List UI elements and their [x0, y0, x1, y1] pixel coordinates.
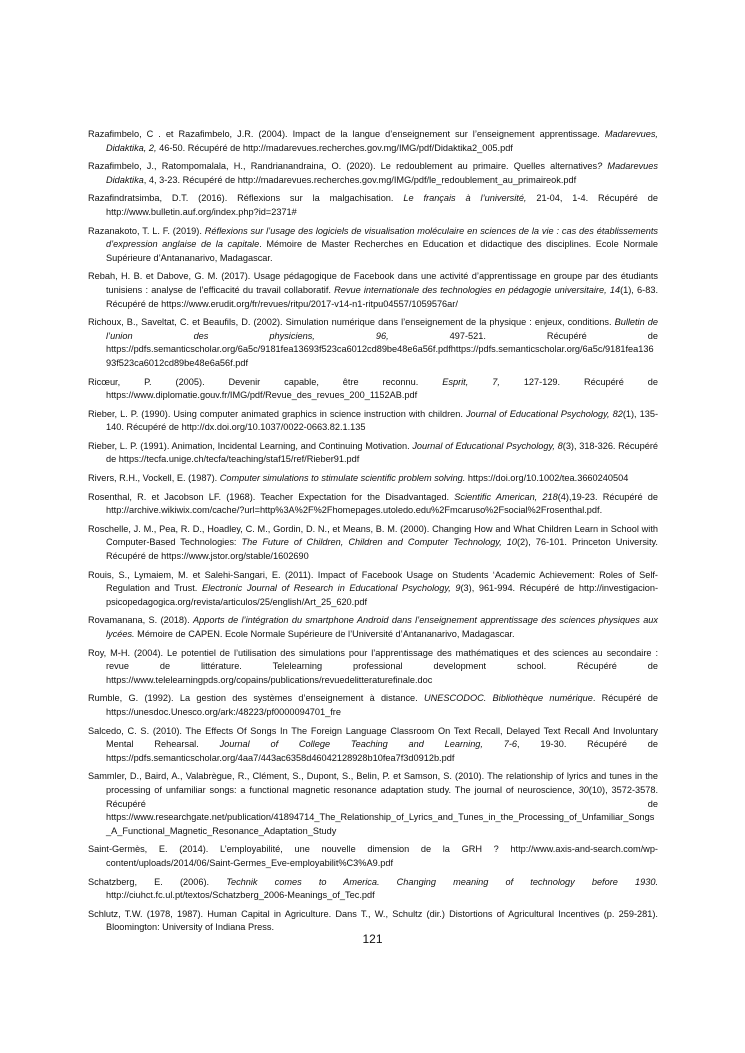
reference-entry — [88, 491, 658, 518]
reference-details: (3), 961-994. Récupéré de http://investigacion-psicopedagogica.org/revista/articulos/25/english/Art_25_620.pdf — [106, 583, 659, 607]
reference-details: https://doi.org/10.1002/tea.3660240504 — [465, 473, 629, 484]
reference-entry — [88, 128, 658, 155]
reference-details: , 4, 3-23. Récupéré de http://madarevues.recherches.gov.mg/IMG/pdf/le_redoublement_au_primaireok.pdf — [143, 174, 577, 185]
reference-entry — [88, 647, 658, 688]
reference-text: Roy, M-H. (2004). Le potentiel de l’utilisation des simulations pour l’apprentissage des mathématiques et des sciences au secondaire : revue de littérature. Telelearning professional development school. Récupéré de https://www.telelearningpds.org/copains/publications/revuedelitteraturefinale.doc — [88, 647, 658, 685]
reference-details: 497-521. Récupéré de https://pdfs.semanticscholar.org/6a5c/9181fea13693f523ca6012cd89be48e6a56f.pdfhttps://pdfs.semanticscholar.org/6a5c/9181fea13693f523ca6012cd89be48e6a56f.pdf — [106, 330, 658, 368]
reference-entry — [88, 408, 658, 435]
reference-source-title: Esprit, 7, — [442, 376, 500, 387]
reference-entry — [88, 472, 658, 486]
reference-entry — [88, 225, 658, 266]
reference-text: Rosenthal, R. et Jacobson LF. (1968). Teacher Expectation for the Disadvantaged. — [88, 491, 455, 502]
reference-text: Schlutz, T.W. (1978, 1987). Human Capital in Agriculture. Dans T., W., Schultz (dir.) Distortions of Agricultural Incentives (p. 259-281). Bloomington: University of Indiana Press. — [88, 908, 658, 933]
reference-entry — [88, 770, 658, 838]
reference-source-title: Le français à l’université, — [403, 193, 527, 204]
reference-source-title: 30 — [578, 784, 589, 795]
reference-source-title: The Future of Children, Children and Computer Technology, 10 — [241, 537, 517, 548]
reference-text: Richoux, B., Saveltat, C. et Beaufils, D. (2002). Simulation numérique dans l’enseignement de la physique : enjeux, conditions. — [88, 317, 615, 328]
reference-source-title: Scientific American, 218 — [454, 491, 558, 502]
reference-text: Razafimbelo, J., Ratompomalala, H., Randrianandraina, O. (2020). Le redoublement au primaire. Quelles alternatives — [88, 161, 598, 172]
reference-entry — [88, 908, 658, 935]
reference-text: Rivers, R.H., Vockell, E. (1987). — [88, 473, 220, 484]
reference-entry — [88, 316, 658, 370]
reference-source-title: Réflexions sur l’usage des logiciels de visualisation moléculaire en sciences de la vie : cas des établissements d’expression anglaise de la capitale — [106, 225, 658, 250]
reference-text: Razanakoto, T. L. F. (2019). — [88, 225, 205, 236]
reference-entry — [88, 440, 658, 467]
reference-text: Rovamanana, S. (2018). — [88, 615, 193, 626]
reference-text: Rieber, L. P. (1990). Using computer animated graphics in science instruction with children. — [88, 408, 466, 419]
reference-entry — [88, 843, 658, 870]
reference-details: 46-50. Récupéré de http://madarevues.recherches.gov.mg/IMG/pdf/Didaktika2_005.pdf — [156, 142, 513, 153]
reference-entry — [88, 192, 658, 219]
reference-entry — [88, 614, 658, 641]
reference-source-title: Madarevues, Didaktika, 2, — [106, 129, 658, 153]
reference-details: . Mémoire de Master Recherches en Education et didactique des disciplines. Ecole Normale Supérieure d’Antananarivo, Madagascar. — [106, 239, 658, 263]
reference-source-title: ? Madarevues Didaktika — [106, 161, 658, 185]
reference-entry — [88, 376, 658, 403]
reference-text: Rieber, L. P. (1991). Animation, Incidental Learning, and Continuing Motivation. — [88, 440, 413, 451]
reference-source-title: Revue internationale des technologies en pédagogie universitaire, 14 — [334, 284, 621, 295]
reference-text: Salcedo, C. S. (2010). The Effects Of Songs In The Foreign Language Classroom On Text Recall, Delayed Text Recall And Involuntary Mental Rehearsal. — [88, 725, 658, 750]
reference-details: 21-04, 1-4. Récupéré de http://www.bulletin.auf.org/index.php?id=2371# — [106, 193, 658, 217]
reference-text: Schatzberg, E. (2006). — [88, 876, 227, 887]
reference-details: (1), 135-140. Récupéré de http://dx.doi.org/10.1037/0022-0663.82.1.135 — [106, 408, 658, 433]
reference-entry — [88, 523, 658, 564]
reference-details: (4),19-23. Récupéré de http://archive.wikiwix.com/cache/?url=http%3A%2F%2Fhomepages.utoledo.edu%2Fmcaruso%2Fsocial%2Frosenthal.pdf. — [106, 491, 658, 516]
reference-entry — [88, 725, 658, 766]
reference-details: Mémoire de CAPEN. Ecole Normale Supérieure de l’Université d’Antananarivo, Madagascar. — [134, 629, 515, 639]
reference-text: Razafindratsimba, D.T. (2016). Réflexions sur la malgachisation. — [88, 193, 404, 204]
reference-text: Rouis, S., Lymaiem, M. et Salehi-Sangari, E. (2011). Impact of Facebook Usage on Students ‘Academic Achievement: Roles of Self-Regulation and Trust. — [88, 569, 658, 594]
reference-details: (10), 3572-3578. Récupéré de https://www.researchgate.net/publication/41894714_The_Relationship_of_Lyrics_and_Tunes_in_the_Processing_of_Unfamiliar_Songs_A_Functional_Magnetic_Resonance_Adaptation_Study — [106, 784, 659, 836]
reference-text: Ricœur, P. (2005). Devenir capable, être reconnu. — [88, 376, 443, 387]
reference-details: . Récupéré de https://unesdoc.Unesco.org/ark:/48223/pf0000094701_fre — [106, 693, 658, 717]
reference-details: http://ciuhct.fc.ul.pt/textos/Schatzberg_2006-Meanings_of_Tec.pdf — [106, 890, 375, 901]
reference-text: Sammler, D., Baird, A., Valabrègue, R., Clément, S., Dupont, S., Belin, P. et Samson, S. (2010). The relationship of lyrics and tunes in the processing of unfamiliar songs: a functional magnetic resonance adaptation study. The journal of neuroscience, — [88, 771, 658, 795]
reference-details: 127-129. Récupéré de https://www.diplomatie.gouv.fr/IMG/pdf/Revue_des_revues_200_1152AB.pdf — [106, 376, 659, 401]
reference-entry — [88, 692, 658, 719]
reference-text: Roschelle, J. M., Pea, R. D., Hoadley, C. M., Gordin, D. N., et Means, B. M. (2000). Changing How and What Children Learn in School with Computer-Based Technologies: — [88, 523, 658, 548]
reference-entry — [88, 270, 658, 311]
reference-entry — [88, 876, 658, 903]
reference-text: Saint-Germès, E. (2014). L’employabilité, une nouvelle dimension de la GRH ? http://www.axis-and-search.com/wp-content/uploads/2014/06/Saint-Germes_Eve-employabilit%C3%A9.pdf — [88, 844, 658, 868]
reference-text: Razafimbelo, C . et Razafimbelo, J.R. (2004). Impact de la langue d’enseignement sur l’enseignement apprentissage. — [88, 129, 605, 139]
reference-source-title: Journal of College Teaching and Learning, 7-6 — [219, 739, 518, 750]
reference-source-title: Electronic Journal of Research in Educational Psychology, 9 — [201, 583, 461, 594]
reference-source-title: Journal of Educational Psychology, 82 — [465, 408, 623, 419]
reference-entry — [88, 569, 658, 610]
reference-source-title: UNESCODOC. Bibliothèque numérique — [424, 693, 593, 704]
reference-details: (3), 318-326. Récupéré de https://tecfa.unige.ch/tecfa/teaching/staf15/ref/Rieber91.pdf — [106, 440, 658, 465]
reference-text: Rebah, H. B. et Dabove, G. M. (2017). Usage pédagogique de Facebook dans une activité d’apprentissage en groupe par des étudiants tunisiens : analyse de l’efficacité du travail collaboratif. — [88, 271, 658, 295]
reference-source-title: Technik comes to America. Changing meaning of technology before 1930. — [226, 876, 658, 887]
reference-source-title: Journal of Educational Psychology, 8 — [412, 440, 563, 451]
reference-source-title: Bulletin de l’union des physiciens, 96, — [106, 317, 658, 341]
page-number: 121 — [362, 932, 383, 946]
reference-details: , 19-30. Récupéré de https://pdfs.semanticscholar.org/4aa7/443ac6358d46042128928b10fea7f3d0912b.pdf — [106, 739, 658, 763]
reference-text: Rumble, G. (1992). La gestion des systèmes d’enseignement à distance. — [88, 693, 424, 704]
reference-details: (1), 6-83. Récupéré de https://www.erudit.org/fr/revues/ritpu/2017-v14-n1-ritpu04557/1059576ar/ — [106, 284, 658, 309]
reference-details: (2), 76-101. Princeton University. Récupéré de https://www.jstor.org/stable/1602690 — [106, 537, 658, 562]
reference-source-title: Apports de l’intégration du smartphone Android dans l’enseignement apprentissage des sciences physiques aux lycées. — [106, 615, 659, 639]
reference-entry — [88, 160, 658, 187]
reference-source-title: Computer simulations to stimulate scientific problem solving. — [219, 473, 466, 484]
reference-list — [88, 128, 658, 940]
